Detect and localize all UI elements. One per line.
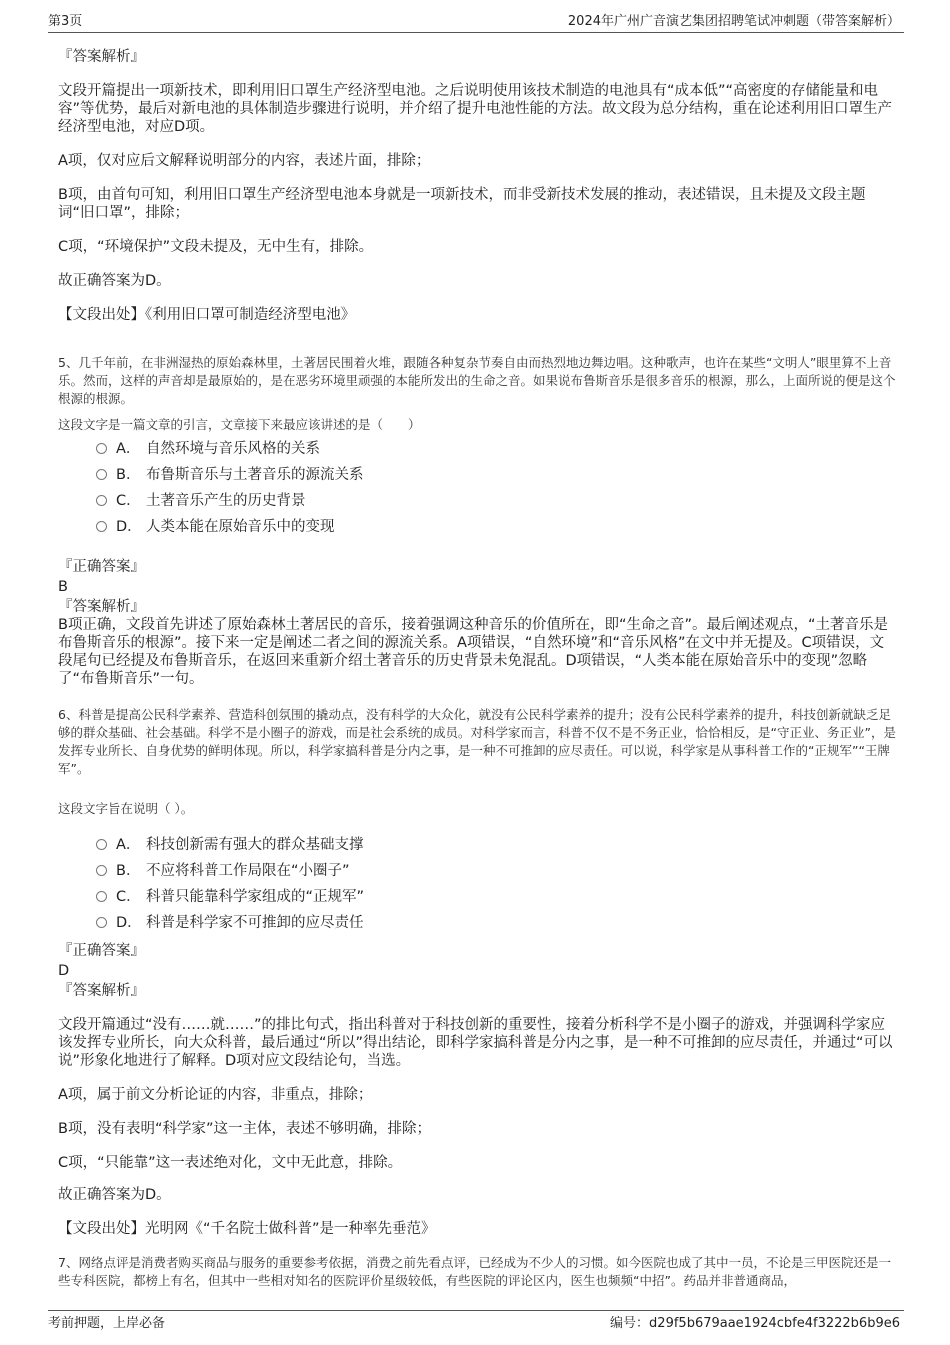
- q5-option-c[interactable]: C． 土著音乐产生的历史背景: [96, 490, 856, 512]
- q6-conclusion: 故正确答案为D。: [58, 1187, 171, 1203]
- q5-option-b[interactable]: B． 布鲁斯音乐与土著音乐的源流关系: [96, 464, 856, 486]
- radio-icon[interactable]: [96, 521, 107, 532]
- page-header: [48, 12, 904, 33]
- q6-answer: D: [58, 963, 70, 979]
- q6-option-c-note: C项，“只能靠”这一表述绝对化，文中无此意，排除。: [58, 1155, 403, 1171]
- q6-option-b-note: B项，没有表明“科学家”这一主体，表述不够明确，排除；: [58, 1121, 431, 1137]
- q4-option-a-note: A项，仅对应后文解释说明部分的内容，表述片面，排除；: [58, 153, 431, 169]
- radio-icon[interactable]: [96, 891, 107, 902]
- radio-icon[interactable]: [96, 443, 107, 454]
- q6-source: 【文段出处】光明网《“千名院士做科普”是一种率先垂范》: [58, 1221, 436, 1237]
- q4-analysis-text: 文段开篇提出一项新技术，即利用旧口罩生产经济型电池。之后说明使用该技术制造的电池具有“成本低”“高密度的存储能量和电容”等优势，最后对新电池的具体制造步骤进行说明，并介绍了提升电池性能的方法。故文段为总分结构，重在论述利用旧口罩生产经济型电池，对应D项。: [58, 83, 893, 135]
- q5-option-d[interactable]: D． 人类本能在原始音乐中的变现: [96, 516, 856, 538]
- q4-option-c-note: C项，“环境保护”文段未提及，无中生有，排除。: [58, 239, 374, 255]
- q6-option-d[interactable]: D． 科普是科学家不可推卸的应尽责任: [96, 912, 856, 934]
- q6-answer-label: 『正确答案』: [58, 943, 145, 959]
- q6-option-c[interactable]: C． 科普只能靠科学家组成的“正规军”: [96, 886, 856, 908]
- q6-stem: 6、科普是提高公民科学素养、营造科创氛围的撬动点，没有科学的大众化，就没有公民科学素养的提升；没有公民科学素养的提升，科技创新就缺乏足够的群众基础、社会基础。科学不是小圈子的游戏，而是社会系统的成员。对科学家而言，科普不仅不是不务正业，恰恰相反，是“守正业、务正业”，是发挥专业所长、自身优势的鲜明体现。所以，科学家搞科普是分内之事，是一种不可推卸的应尽责任。可以说，科学家是从事科普工作的“正规军”“王牌军”。: [58, 707, 896, 776]
- q4-analysis-label: 『答案解析』: [58, 49, 145, 65]
- q5-stem: 5、几千年前，在非洲湿热的原始森林里，土著居民围着火堆，跟随各种复杂节奏自由而热烈地边舞边唱。这种歌声，也许在某些“文明人”眼里算不上音乐。然而，这样的声音却是最原始的，是在恶劣环境里顽强的本能所发出的生命之音。如果说布鲁斯音乐是很多音乐的根源，那么，上面所说的便是这个根源的根源。: [58, 355, 896, 406]
- document-title: 2024年广州广音演艺集团招聘笔试冲刺题（带答案解析）: [567, 14, 900, 29]
- radio-icon[interactable]: [96, 865, 107, 876]
- q5-analysis-label: 『答案解析』: [58, 599, 145, 615]
- footer-slogan: 考前押题，上岸必备: [48, 1316, 166, 1331]
- radio-icon[interactable]: [96, 469, 107, 480]
- q6-option-b[interactable]: B． 不应将科普工作局限在“小圈子”: [96, 860, 856, 882]
- q7-stem: 7、网络点评是消费者购买商品与服务的重要参考依据，消费之前先看点评，已经成为不少人的习惯。如今医院也成了其中一员，不论是三甲医院还是一些专科医院，都榜上有名，但其中一些相对知名的医院评价星级较低，有些医院的评论区内，医生也频频“中招”。药品并非普通商品，: [58, 1255, 891, 1288]
- page-number: 第3页: [48, 14, 83, 29]
- radio-icon[interactable]: [96, 495, 107, 506]
- q6-analysis-text: 文段开篇通过“没有……就……”的排比句式，指出科普对于科技创新的重要性，接着分析科学不是小圈子的游戏，并强调科学家应该发挥专业所长，向大众科普，最后通过“所以”得出结论，即科学家搞科普是分内之事，是一种不可推卸的应尽责任，并通过“可以说”形象化地进行了解释。D项对应文段结论句，当选。: [58, 1017, 893, 1069]
- radio-icon[interactable]: [96, 839, 107, 850]
- q4-option-b-note: B项，由首句可知，利用旧口罩生产经济型电池本身就是一项新技术，而非受新技术发展的推动，表述错误，且未提及文段主题词“旧口罩”，排除；: [58, 187, 866, 221]
- q5-answer-label: 『正确答案』: [58, 559, 145, 575]
- q5-answer: B: [58, 579, 68, 595]
- q6-option-a-note: A项，属于前文分析论证的内容，非重点，排除；: [58, 1087, 373, 1103]
- q6-option-a[interactable]: A． 科技创新需有强大的群众基础支撑: [96, 834, 856, 856]
- radio-icon[interactable]: [96, 917, 107, 928]
- q4-source: 【文段出处】《利用旧口罩可制造经济型电池》: [58, 307, 356, 323]
- q5-analysis-text: B项正确，文段首先讲述了原始森林土著居民的音乐，接着强调这种音乐的价值所在，即“生命之音”。最后阐述观点，“土著音乐是布鲁斯音乐的根源”。接下来一定是阐述二者之间的源流关系。A项错误，“自然环境”和“音乐风格”在文中并无提及。C项错误，文段尾句已经提及布鲁斯音乐，在返回来重新介绍土著音乐的历史背景未免混乱。D项错误，“人类本能在原始音乐中的变现”忽略了“布鲁斯音乐”一句。: [58, 617, 888, 687]
- q6-question: 这段文字旨在说明（ ）。: [58, 801, 194, 816]
- q5-question: 这段文字是一篇文章的引言，文章接下来最应该讲述的是（ ）: [58, 417, 421, 432]
- document-id: 编号：d29f5b679aae1924cbfe4f3222b6b9e6: [610, 1316, 900, 1331]
- q5-option-a[interactable]: A． 自然环境与音乐风格的关系: [96, 438, 856, 460]
- q4-conclusion: 故正确答案为D。: [58, 273, 171, 289]
- page-footer: [48, 1310, 904, 1333]
- q6-analysis-label: 『答案解析』: [58, 983, 145, 999]
